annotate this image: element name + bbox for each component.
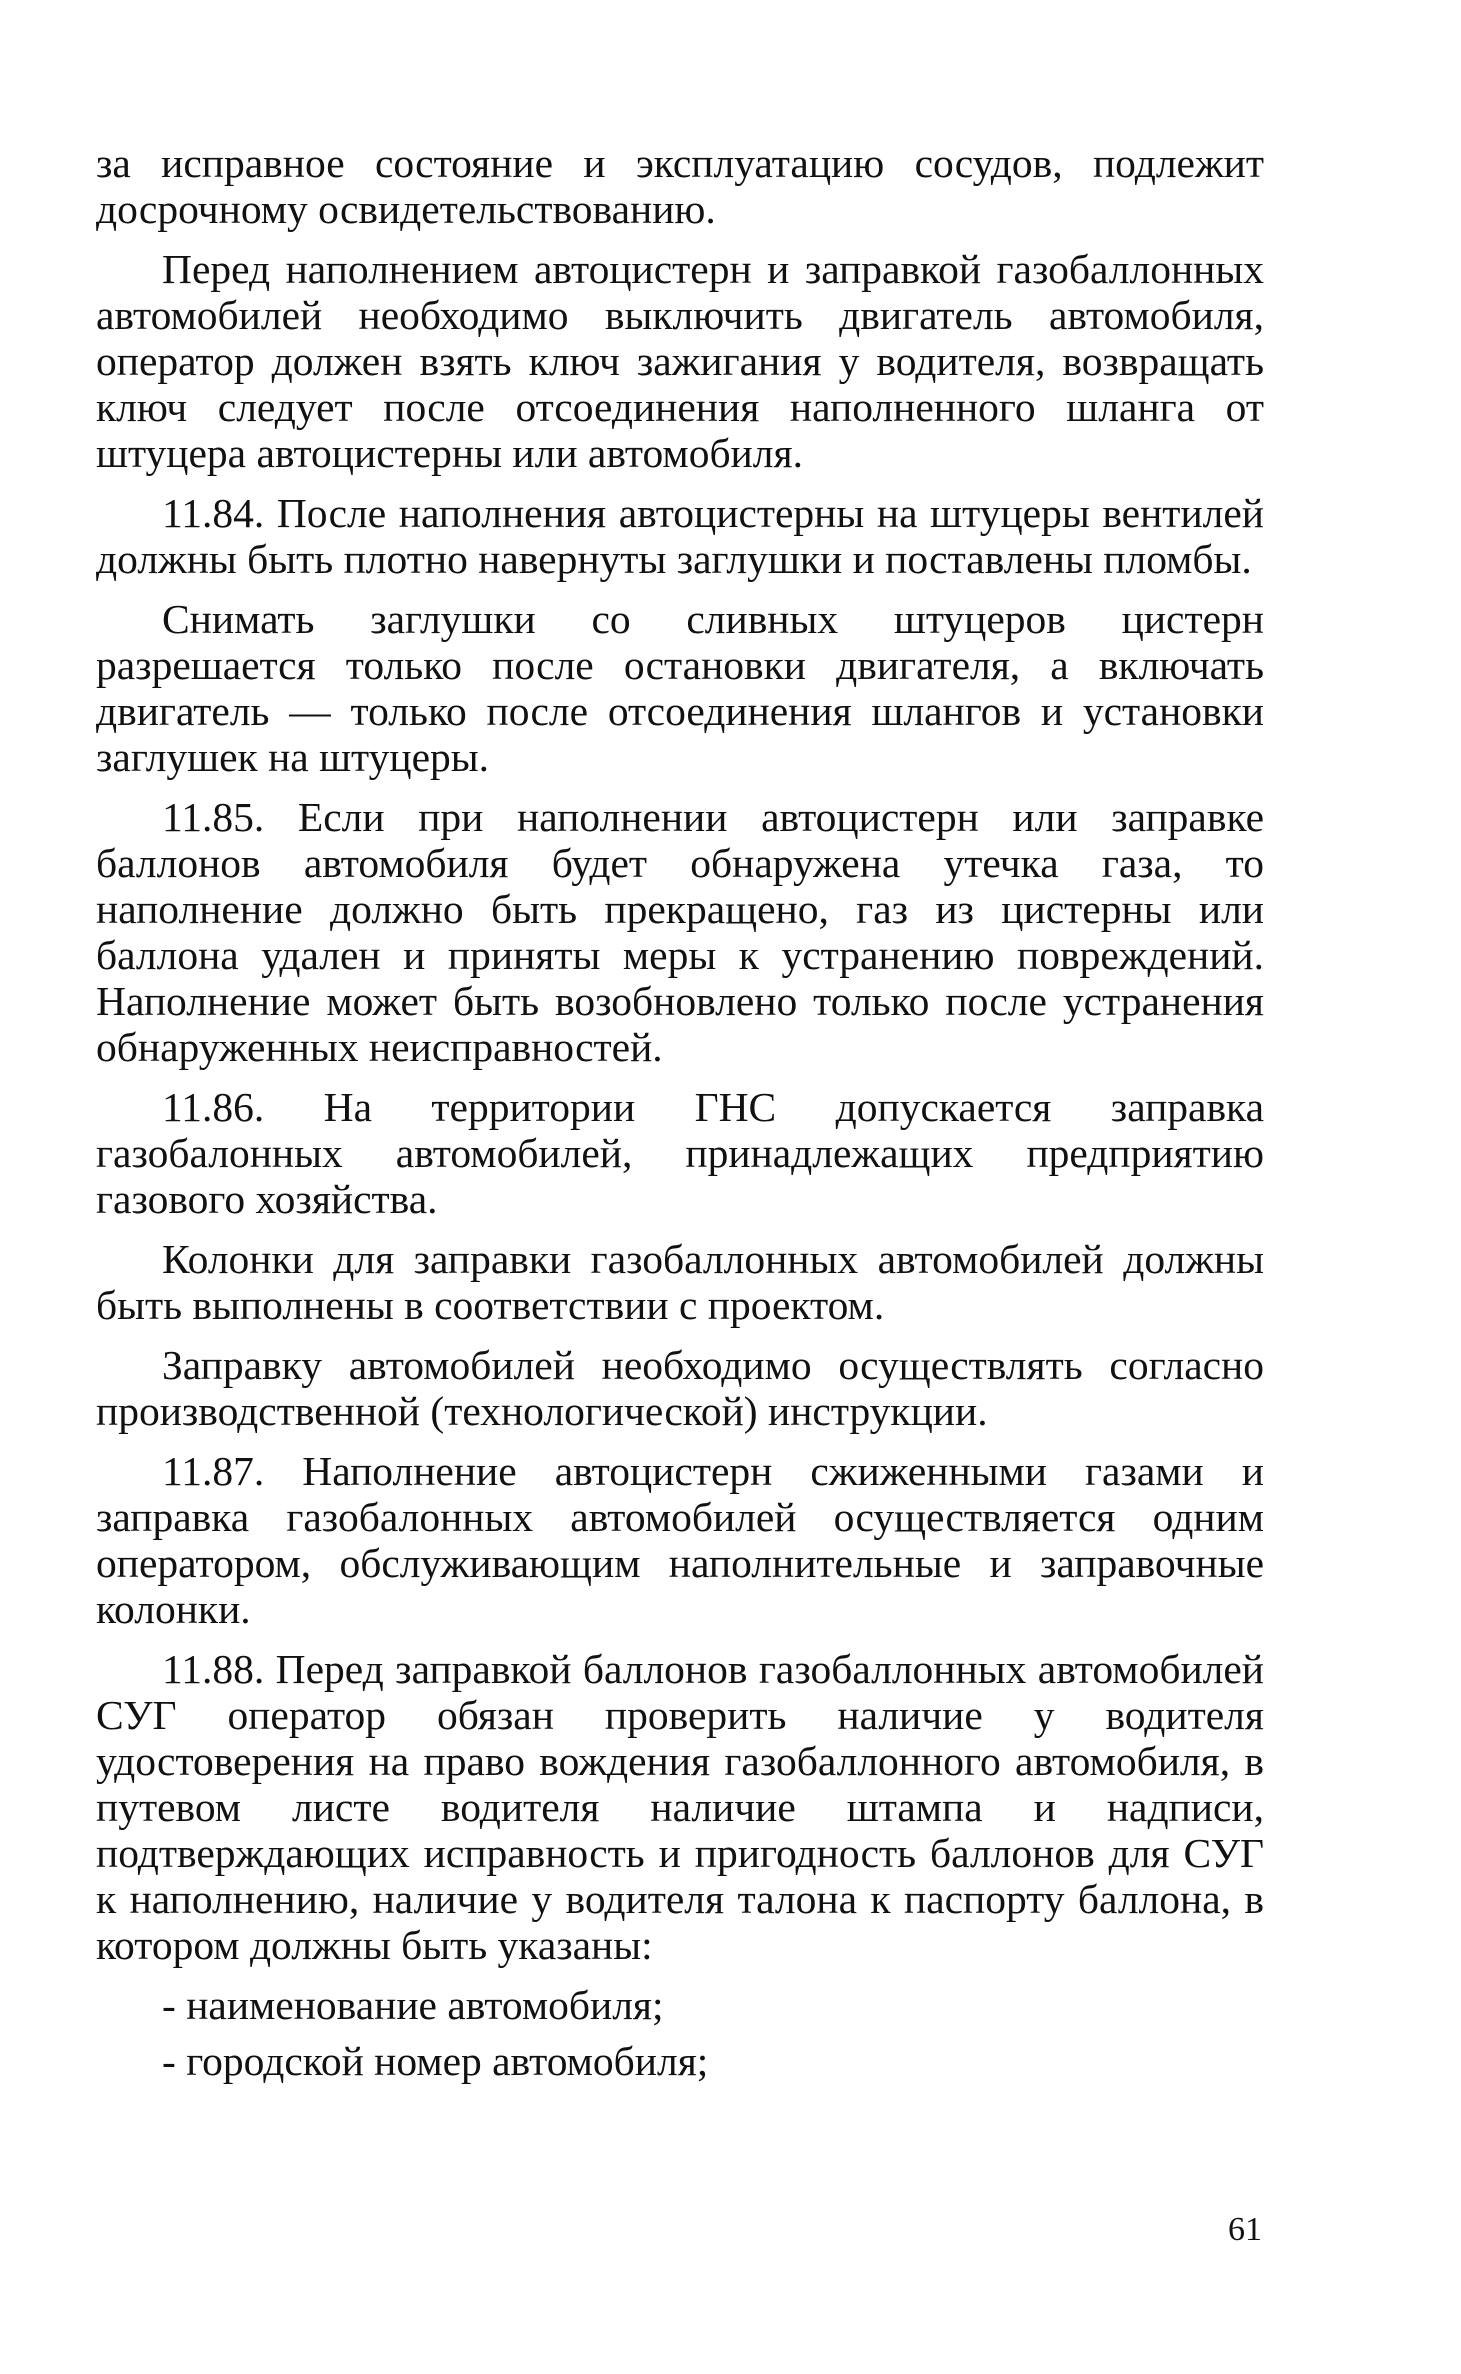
page-number: 61 (1228, 2211, 1262, 2248)
paragraph: за исправное состояние и эксплуатацию сосудов, подлежит досрочному освидетельствованию. (96, 140, 1264, 232)
paragraph-11-87: 11.87. Наполнение автоцистерн сжиженными газами и заправка газобалонных автомобилей осуществляется одним оператором, обслуживающим наполнительные и заправочные колонки. (96, 1448, 1264, 1632)
paragraph-11-88: 11.88. Перед заправкой баллонов газобаллонных автомобилей СУГ оператор обязан проверить наличие у водителя удостоверения на право вождения газобаллонного автомобиля, в путевом листе водителя наличие штампа и надписи, подтверждающих исправность и пригодность баллонов для СУГ к наполнению, наличие у водителя талона к паспорту баллона, в котором должны быть указаны: (96, 1646, 1264, 1968)
list-item: - городской номер автомобиля; (162, 2038, 709, 2084)
list-item: - наименование автомобиля; (162, 1982, 664, 2028)
paragraph-11-84: 11.84. После наполнения автоцистерны на штуцеры вентилей должны быть плотно навернуты заглушки и поставлены пломбы. (96, 490, 1264, 582)
paragraph: Перед наполнением автоцистерн и заправкой газобаллонных автомобилей необходимо выключить двигатель автомобиля, оператор должен взять ключ зажигания у водителя, возвращать ключ следует после отсоединения наполненного шланга от штуцера автоцистерны или автомобиля. (96, 246, 1264, 476)
paragraph: Заправку автомобилей необходимо осуществлять согласно производственной (технологической) инструкции. (96, 1342, 1264, 1434)
paragraph-11-86: 11.86. На территории ГНС допускается заправка газобалонных автомобилей, принадлежащих предприятию газового хозяйства. (96, 1084, 1264, 1222)
paragraph: Колонки для заправки газобаллонных автомобилей должны быть выполнены в соответствии с проектом. (96, 1236, 1264, 1328)
paragraph-11-85: 11.85. Если при наполнении автоцистерн или заправке баллонов автомобиля будет обнаружена утечка газа, то наполнение должно быть прекращено, газ из цистерны или баллона удален и приняты меры к устранению повреждений. Наполнение может быть возобновлено только после устранения обнаруженных неисправностей. (96, 794, 1264, 1070)
page-body (96, 140, 1264, 2094)
paragraph: Снимать заглушки со сливных штуцеров цистерн разрешается только после остановки двигателя, а включать двигатель — только после отсоединения шлангов и установки заглушек на штуцеры. (96, 596, 1264, 780)
